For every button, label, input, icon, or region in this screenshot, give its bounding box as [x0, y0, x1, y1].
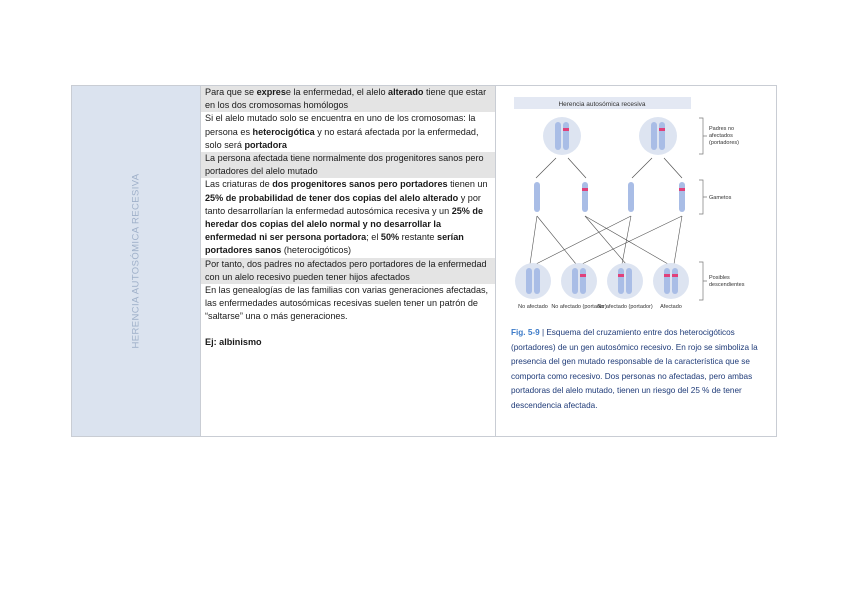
- paragraph-6: En las genealogías de las familias con varias generaciones afectadas, las enfermedades autosómicas recesivas suelen tener un patrón de “saltarse” una o más generaciones.: [205, 285, 489, 322]
- inheritance-diagram: [496, 86, 776, 316]
- figure-cell: [496, 86, 776, 436]
- child-3: [607, 263, 643, 299]
- gamete-child-arrows: [530, 216, 682, 264]
- text-cell: [201, 86, 496, 436]
- figure-title: Herencia autosómica recesiva: [558, 101, 646, 108]
- child-label-2: No afectado (portador): [551, 304, 607, 310]
- figure-caption: Fig. 5-9 | Esquema del cruzamiento entre dos heterocigóticos (portadores) de un gen autosómico recesivo. En rojo se simboliza la presencia del gen mutado responsable de la característica que se comporta como recesivo. Dos personas no afectadas, pero ambas portadoras del alelo mutado, tienen un riesgo del 25 % de tener descendencia afectada.: [511, 328, 758, 410]
- example-text: Ej: albinismo: [205, 336, 262, 347]
- parent-gamete-arrows: [536, 158, 682, 178]
- child-label-1: No afectado: [518, 304, 548, 310]
- child-4: [653, 263, 689, 299]
- paragraph-5: Por tanto, dos padres no afectados pero portadores de la enfermedad con un alelo recesivo pueden tener hijos afectados: [201, 258, 495, 284]
- child-label-3: No afectado (portador): [597, 304, 653, 310]
- child-label-4: Afectado: [660, 304, 682, 310]
- info-table: [71, 85, 777, 437]
- child-2: [561, 263, 597, 299]
- child-1: [515, 263, 551, 299]
- gametes: [534, 182, 685, 212]
- brackets: [699, 118, 707, 300]
- paragraph-1: Para que se exprese la enfermedad, el alelo alterado tiene que estar en los dos cromosomas homólogos: [201, 86, 495, 112]
- label-parents: Padres no afectados (portadores): [709, 126, 739, 146]
- label-children: Posibles descendientes: [709, 275, 745, 288]
- paragraph-4: Las criaturas de dos progenitores sanos pero portadores tienen un 25% de probabilidad de tener dos copias del alelo alterado y por tanto desarrollarían la enfermedad autosómica recesiva y un 25% de heredar dos copias del alelo normal y no desarrollar la enfermedad ni ser persona portadora; el 50% restante serían portadores sanos (heterocigóticos): [205, 179, 488, 256]
- parent-right: [639, 117, 677, 155]
- parent-left: [543, 117, 581, 155]
- label-gametes: Gametos: [709, 195, 732, 201]
- paragraph-3: La persona afectada tiene normalmente dos progenitores sanos pero portadores del alelo mutado: [201, 152, 495, 178]
- row-label: HERENCIA AUTOSÓMICA RECESIVA: [130, 173, 142, 349]
- paragraph-2: Si el alelo mutado solo se encuentra en uno de los cromosomas: la persona es heterocigótica y no estará afectada por la enfermedad, solo será portadora: [205, 113, 479, 150]
- row-label-cell: [72, 86, 201, 436]
